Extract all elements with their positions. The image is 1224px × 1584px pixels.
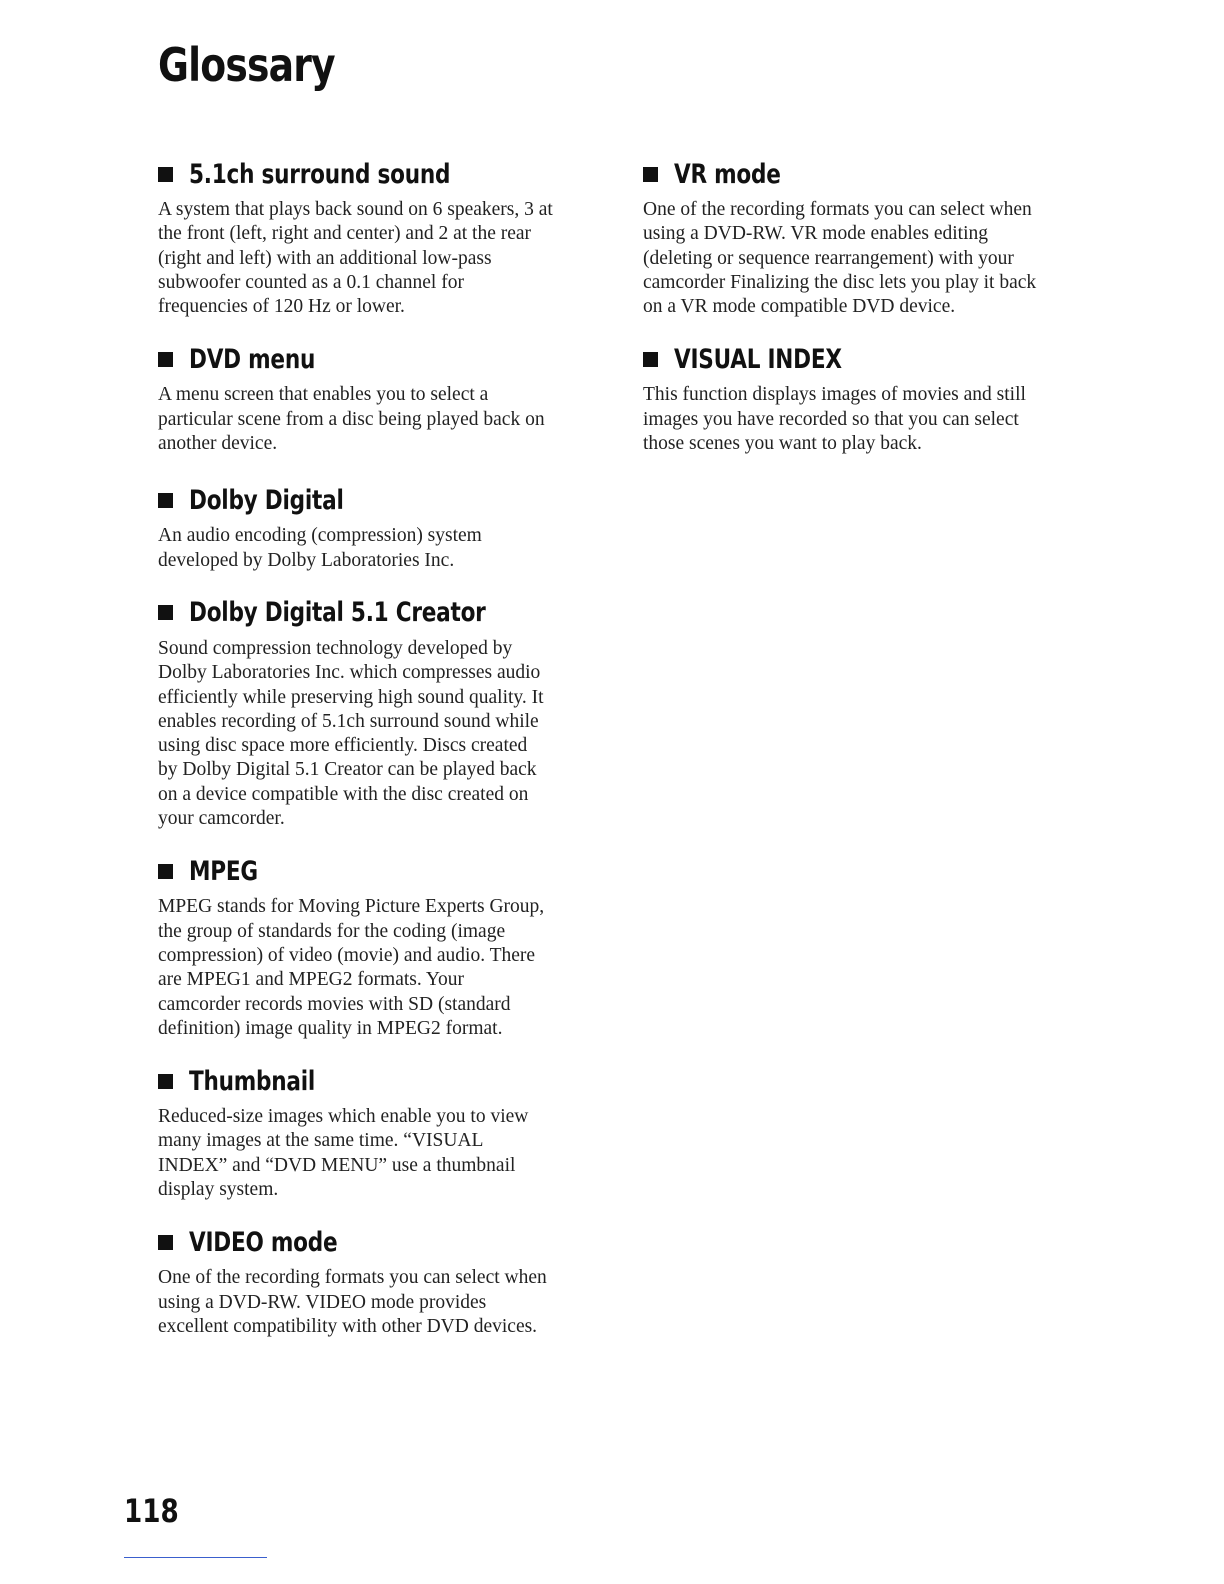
term-heading: Dolby Digital 5.1 Creator [189,597,486,629]
glossary-entry [158,341,598,456]
glossary-term [158,1224,598,1260]
square-bullet-icon [158,493,173,508]
square-bullet-icon [158,605,173,620]
glossary-entry [158,853,598,1041]
glossary-entry [158,595,598,831]
square-bullet-icon [643,352,658,367]
glossary-term [158,341,598,377]
glossary-term [158,156,598,192]
page-number: 118 [124,1492,179,1530]
term-heading: 5.1ch surround sound [189,158,451,190]
term-definition: MPEG stands for Moving Picture Experts Group, the group of standards for the coding (image compression) of video (movie) and audio. There are MPEG1 and MPEG2 formats. Your camcorder records movies with SD (standard definition) image quality in MPEG2 format. [158,896,545,1039]
term-heading: DVD menu [189,343,316,375]
glossary-term [158,1063,598,1099]
square-bullet-icon [158,1074,173,1089]
term-definition: One of the recording formats you can select when using a DVD-RW. VR mode enables editing (deleting or sequence rearrangement) with your camcorder Finalizing the disc lets you play it back on a VR mode compatible DVD device. [643,199,1037,318]
term-heading: VIDEO mode [189,1226,338,1258]
square-bullet-icon [158,352,173,367]
glossary-term [158,482,598,518]
glossary-entry [158,1063,598,1202]
glossary-term [158,853,598,889]
term-heading: Thumbnail [189,1065,316,1097]
glossary-entry [643,341,1083,456]
term-definition: One of the recording formats you can select when using a DVD-RW. VIDEO mode provides excellent compatibility with other DVD devices. [158,1267,547,1337]
term-heading: VR mode [674,158,781,190]
square-bullet-icon [158,1235,173,1250]
glossary-entry [643,156,1083,319]
term-heading: Dolby Digital [189,484,344,516]
term-heading: MPEG [189,855,258,887]
square-bullet-icon [158,167,173,182]
square-bullet-icon [158,864,173,879]
glossary-entry [158,482,598,573]
glossary-entry [158,1224,598,1339]
term-definition: An audio encoding (compression) system developed by Dolby Laboratories Inc. [158,525,482,571]
term-definition: A system that plays back sound on 6 speakers, 3 at the front (left, right and center) and 2 at the rear (right and left) with an additional low-pass subwoofer counted as a 0.1 channel for frequencies of 120 Hz or lower. [158,199,553,318]
square-bullet-icon [643,167,658,182]
footer-rule [124,1557,267,1558]
term-definition: Reduced-size images which enable you to view many images at the same time. “VISUAL INDEX” and “DVD MENU” use a thumbnail display system. [158,1106,529,1201]
right-column [643,156,1083,478]
term-definition: This function displays images of movies and still images you have recorded so that you can select those scenes you want to play back. [643,384,1026,455]
term-definition: A menu screen that enables you to select a particular scene from a disc being played back on another device. [158,384,545,455]
term-heading: VISUAL INDEX [674,343,842,375]
glossary-term [158,595,598,631]
glossary-entry [158,156,598,319]
term-definition: Sound compression technology developed by Dolby Laboratories Inc. which compresses audio efficiently while preserving high sound quality. It enables recording of 5.1ch surround sound while using disc space more efficiently. Discs created by Dolby Digital 5.1 Creator can be played back on a device compatible with the disc created on your camcorder. [158,637,544,830]
page-title: Glossary [158,38,335,92]
glossary-term [643,156,1083,192]
left-column [158,156,598,1361]
glossary-term [643,341,1083,377]
